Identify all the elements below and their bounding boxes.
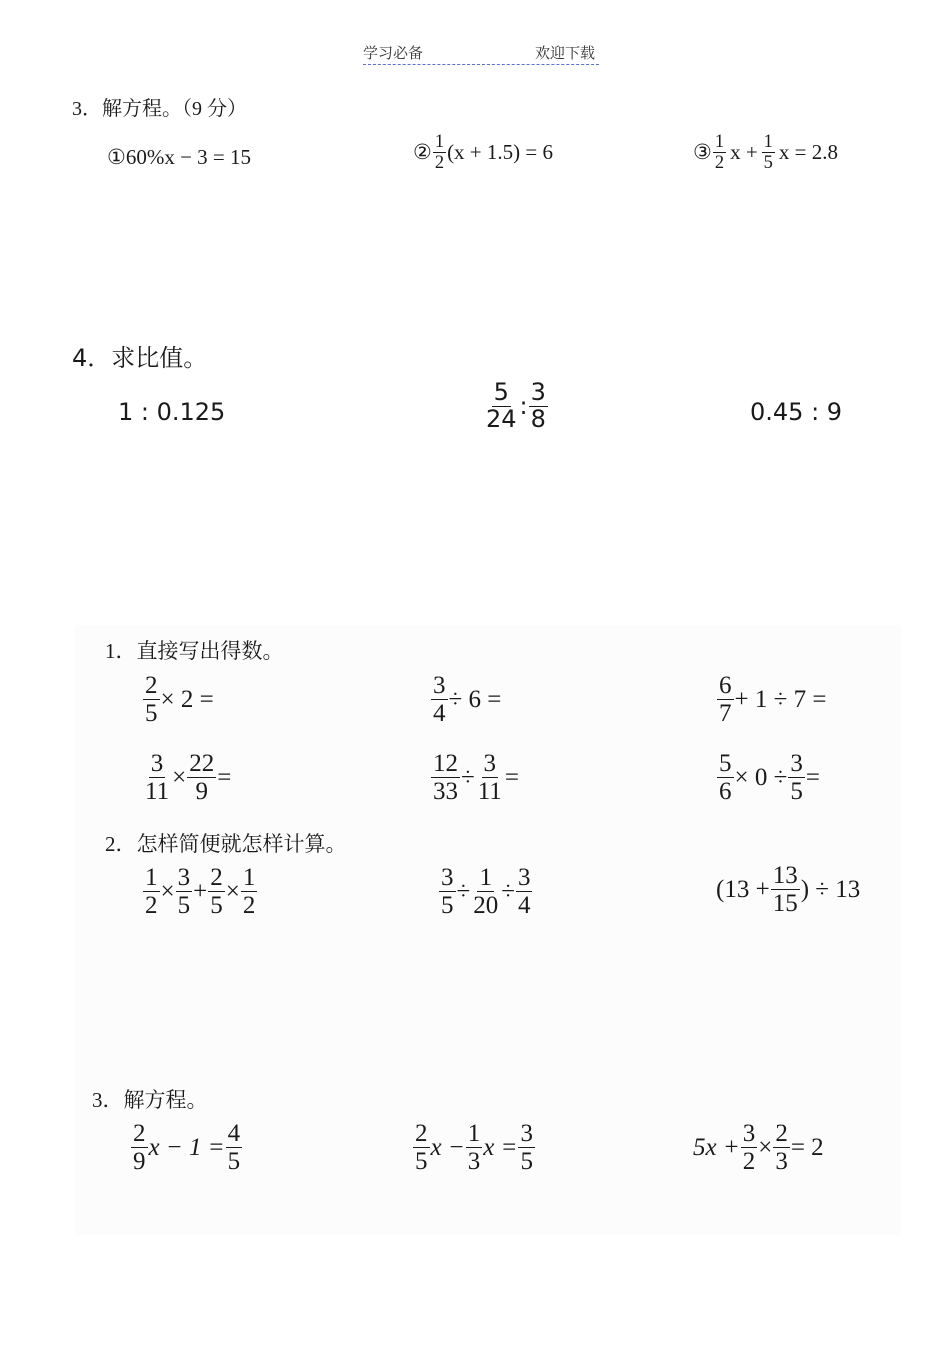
calc-3 bbox=[716, 672, 826, 727]
fraction bbox=[433, 132, 446, 173]
denominator: 2 bbox=[714, 151, 725, 172]
denominator: 11 bbox=[145, 778, 170, 805]
denominator: 3 bbox=[775, 1148, 788, 1175]
denominator: 5 bbox=[210, 892, 223, 919]
denominator: 15 bbox=[772, 890, 798, 917]
numerator: 5 bbox=[493, 378, 509, 406]
fraction bbox=[771, 862, 800, 917]
denominator: 33 bbox=[433, 778, 458, 805]
fraction bbox=[516, 864, 533, 919]
calc-2-rest: ÷ 6 = bbox=[448, 685, 502, 713]
ratio-separator: : bbox=[519, 392, 528, 421]
page-header bbox=[363, 40, 599, 65]
numerator: 1 bbox=[763, 131, 773, 151]
denominator: 4 bbox=[433, 700, 446, 727]
denominator: 20 bbox=[473, 892, 499, 919]
equation-3-rest: x = 2.8 bbox=[778, 139, 838, 164]
numerator: 3 bbox=[790, 750, 803, 777]
equation-suffix: = 2 bbox=[790, 1133, 824, 1161]
operator: × bbox=[172, 763, 187, 791]
solve-1 bbox=[130, 1120, 243, 1175]
header-right-text: 欢迎下载 bbox=[534, 46, 595, 62]
equation-2 bbox=[413, 132, 553, 173]
fraction bbox=[717, 750, 734, 805]
operator: × 0 ÷ bbox=[734, 763, 788, 791]
denominator: 5 bbox=[415, 1148, 428, 1175]
fraction bbox=[439, 864, 456, 919]
operator: + bbox=[193, 877, 208, 905]
fraction bbox=[431, 750, 460, 805]
numerator: 3 bbox=[742, 1120, 756, 1147]
fraction bbox=[143, 672, 160, 727]
numerator: 3 bbox=[483, 750, 497, 777]
section-solve-equations-title: 3．解方程。（9 分） bbox=[72, 98, 247, 120]
denominator: 7 bbox=[719, 700, 732, 727]
fraction bbox=[471, 864, 500, 919]
numerator: 1 bbox=[714, 131, 725, 151]
equation-3-mid: x + bbox=[730, 139, 758, 164]
equation-middle: x = bbox=[483, 1133, 518, 1161]
ratio-2 bbox=[483, 380, 549, 433]
operator: ÷ bbox=[461, 763, 475, 791]
numerator: 1 bbox=[467, 1120, 481, 1147]
numerator: 2 bbox=[415, 1120, 428, 1147]
mark-1: ① bbox=[107, 145, 126, 169]
fraction bbox=[713, 132, 726, 173]
numerator: 1 bbox=[479, 864, 492, 891]
fraction bbox=[762, 132, 775, 173]
numerator: 22 bbox=[189, 750, 215, 777]
calc-2 bbox=[430, 672, 501, 727]
fraction bbox=[143, 750, 171, 805]
denominator: 9 bbox=[133, 1148, 146, 1175]
operator: × bbox=[225, 877, 240, 905]
fraction bbox=[413, 1120, 430, 1175]
operator: × bbox=[160, 877, 175, 905]
denominator: 11 bbox=[477, 778, 502, 805]
numerator: 3 bbox=[441, 864, 454, 891]
fraction bbox=[466, 1120, 483, 1175]
section-simplify-title: 2．怎样简便就怎样计算。 bbox=[105, 832, 347, 856]
denominator: 5 bbox=[520, 1148, 533, 1175]
equation-prefix: 5x + bbox=[693, 1133, 740, 1161]
fraction bbox=[484, 380, 519, 433]
equation-middle: x − bbox=[430, 1133, 465, 1161]
fraction bbox=[143, 864, 160, 919]
numerator: 2 bbox=[210, 864, 223, 891]
calc-1 bbox=[142, 672, 214, 727]
denominator: 3 bbox=[467, 1148, 481, 1175]
section-direct-answer-title: 1．直接写出得数。 bbox=[105, 639, 284, 663]
equation-1 bbox=[107, 145, 251, 170]
equation-2-rest: (x + 1.5) = 6 bbox=[447, 139, 553, 164]
denominator: 6 bbox=[719, 778, 732, 805]
header-left-text: 学习必备 bbox=[363, 46, 424, 62]
denominator: 2 bbox=[145, 892, 158, 919]
numerator: 1 bbox=[145, 864, 158, 891]
numerator: 12 bbox=[433, 750, 458, 777]
section-ratio-title: 4．求比值。 bbox=[72, 344, 208, 372]
denominator: 5 bbox=[227, 1148, 241, 1175]
equals: = bbox=[504, 763, 519, 791]
denominator: 9 bbox=[195, 778, 208, 805]
denominator: 2 bbox=[742, 1148, 756, 1175]
simplify-1 bbox=[142, 864, 258, 919]
fraction bbox=[788, 750, 805, 805]
fraction bbox=[187, 750, 216, 805]
numerator: 3 bbox=[150, 750, 164, 777]
numerator: 1 bbox=[434, 131, 445, 151]
ratio-3: 0.45 : 9 bbox=[750, 398, 843, 426]
fraction bbox=[518, 1120, 535, 1175]
numerator: 3 bbox=[520, 1120, 533, 1147]
calc-1-rest: × 2 = bbox=[160, 685, 214, 713]
numerator: 3 bbox=[517, 864, 531, 891]
denominator: 4 bbox=[517, 892, 531, 919]
denominator: 2 bbox=[242, 892, 256, 919]
calc-3-rest: + 1 ÷ 7 = bbox=[734, 685, 827, 713]
numerator: 3 bbox=[177, 864, 191, 891]
mark-3: ③ bbox=[693, 139, 712, 164]
mark-2: ② bbox=[413, 139, 432, 164]
numerator: 2 bbox=[133, 1120, 146, 1147]
simplify-2 bbox=[438, 864, 533, 919]
numerator: 5 bbox=[719, 750, 732, 777]
calc-6 bbox=[716, 750, 820, 805]
denominator: 24 bbox=[486, 404, 517, 433]
simplify-3 bbox=[716, 862, 860, 917]
expr-prefix: (13 + bbox=[716, 875, 770, 903]
operator: × bbox=[758, 1133, 773, 1161]
numerator: 2 bbox=[145, 672, 158, 699]
fraction bbox=[208, 864, 225, 919]
section-solve-title: 3．解方程。 bbox=[92, 1088, 208, 1112]
expr-suffix: ) ÷ 13 bbox=[800, 875, 861, 903]
denominator: 8 bbox=[530, 404, 546, 433]
fraction bbox=[717, 672, 734, 727]
fraction bbox=[431, 672, 448, 727]
numerator: 1 bbox=[242, 864, 256, 891]
calc-5 bbox=[430, 750, 519, 805]
numerator: 4 bbox=[227, 1120, 241, 1147]
fraction bbox=[741, 1120, 758, 1175]
fraction bbox=[131, 1120, 148, 1175]
ratio-1: 1 : 0.125 bbox=[118, 398, 226, 426]
solve-2 bbox=[412, 1120, 536, 1175]
equation-1-text: 60%x − 3 = 15 bbox=[125, 145, 252, 169]
numerator: 2 bbox=[775, 1120, 788, 1147]
equals: = bbox=[805, 763, 820, 791]
denominator: 5 bbox=[177, 892, 191, 919]
denominator: 2 bbox=[434, 151, 445, 172]
equation-middle: x − 1 = bbox=[148, 1133, 225, 1161]
denominator: 5 bbox=[763, 151, 773, 172]
numerator: 3 bbox=[433, 672, 446, 699]
denominator: 5 bbox=[790, 778, 803, 805]
solve-3 bbox=[693, 1120, 824, 1175]
operator: ÷ bbox=[456, 877, 471, 905]
fraction bbox=[476, 750, 504, 805]
fraction bbox=[773, 1120, 790, 1175]
numerator: 3 bbox=[530, 378, 546, 406]
denominator: 5 bbox=[145, 700, 158, 727]
equation-3 bbox=[693, 132, 841, 173]
numerator: 6 bbox=[719, 672, 732, 699]
calc-4 bbox=[142, 750, 231, 805]
fraction bbox=[529, 380, 548, 433]
operator: ÷ bbox=[501, 877, 515, 905]
denominator: 5 bbox=[441, 892, 454, 919]
fraction bbox=[176, 864, 193, 919]
fraction bbox=[226, 1120, 243, 1175]
numerator: 13 bbox=[772, 862, 798, 889]
fraction bbox=[241, 864, 258, 919]
equals: = bbox=[217, 763, 232, 791]
